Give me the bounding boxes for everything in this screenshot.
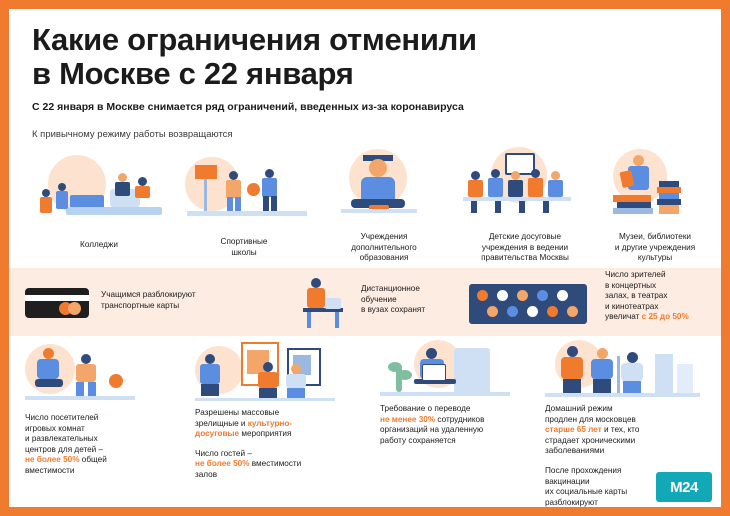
m24-logo-text: M24 bbox=[670, 478, 698, 496]
elderly-icon bbox=[545, 336, 705, 406]
college-icon bbox=[34, 149, 164, 229]
audience-icon bbox=[469, 280, 589, 328]
caption-childrens-leisure: Детские досуговые учреждения в ведении правительства Москвы bbox=[481, 232, 569, 262]
mass-events-icon bbox=[195, 336, 355, 406]
remote-work-icon bbox=[380, 336, 530, 406]
row2-text-remote-work: Требование о переводе не менее 30% сотрудников организаций на удаленную работу сохраняется bbox=[380, 404, 485, 445]
row2-text-elderly: Домашний режим продлен для московцев старше 65 лет и тех, кто страдает хроническими заболеваниями После прохождения вакцинации их социальные карты разблокируют bbox=[545, 404, 640, 507]
band-text-transport-cards: Учащимся разблокируют транспортные карты bbox=[101, 290, 196, 310]
subtitle: С 22 января в Москве снимается ряд ограничений, введенных из-за коронавируса bbox=[32, 101, 464, 113]
middle-band bbox=[9, 268, 721, 336]
row2-text-playrooms: Число посетителей игровых комнат и развлекательных центров для детей – не более 50% общей вместимости bbox=[25, 413, 107, 475]
band-text-remote-study: Дистанционное обучение в вузах сохранят bbox=[361, 284, 426, 315]
row2-text-mass-events: Разрешены массовые зрелищные и культурно- досуговые мероприятия Число гостей – не более 50% вместимости залов bbox=[195, 408, 302, 479]
title-line-2: в Москве с 22 января bbox=[32, 56, 354, 91]
transport-card-icon bbox=[25, 286, 95, 320]
caption-sport-schools: Спортивные школы bbox=[220, 237, 268, 257]
childrens-leisure-icon bbox=[457, 145, 593, 229]
museums-libraries-icon bbox=[599, 145, 709, 229]
m24-logo bbox=[656, 472, 712, 502]
section-kicker: К привычному режиму работы возвращаются bbox=[32, 129, 233, 140]
page-title bbox=[32, 23, 672, 91]
extra-education-icon bbox=[319, 145, 449, 229]
remote-study-icon bbox=[299, 274, 359, 332]
caption-colleges: Колледжи bbox=[80, 240, 118, 249]
title-line-1: Какие ограничения отменили bbox=[32, 22, 477, 57]
band-text-audience: Число зрителей в концертных залах, в театрах и кинотеатрах увеличат с 25 до 50% bbox=[605, 270, 689, 322]
caption-extra-education: Учреждения дополнительного образования bbox=[351, 232, 417, 262]
sport-school-icon bbox=[179, 149, 309, 229]
playroom-icon bbox=[25, 344, 165, 406]
caption-museums-libraries: Музеи, библиотеки и другие учреждения культуры bbox=[614, 232, 696, 262]
